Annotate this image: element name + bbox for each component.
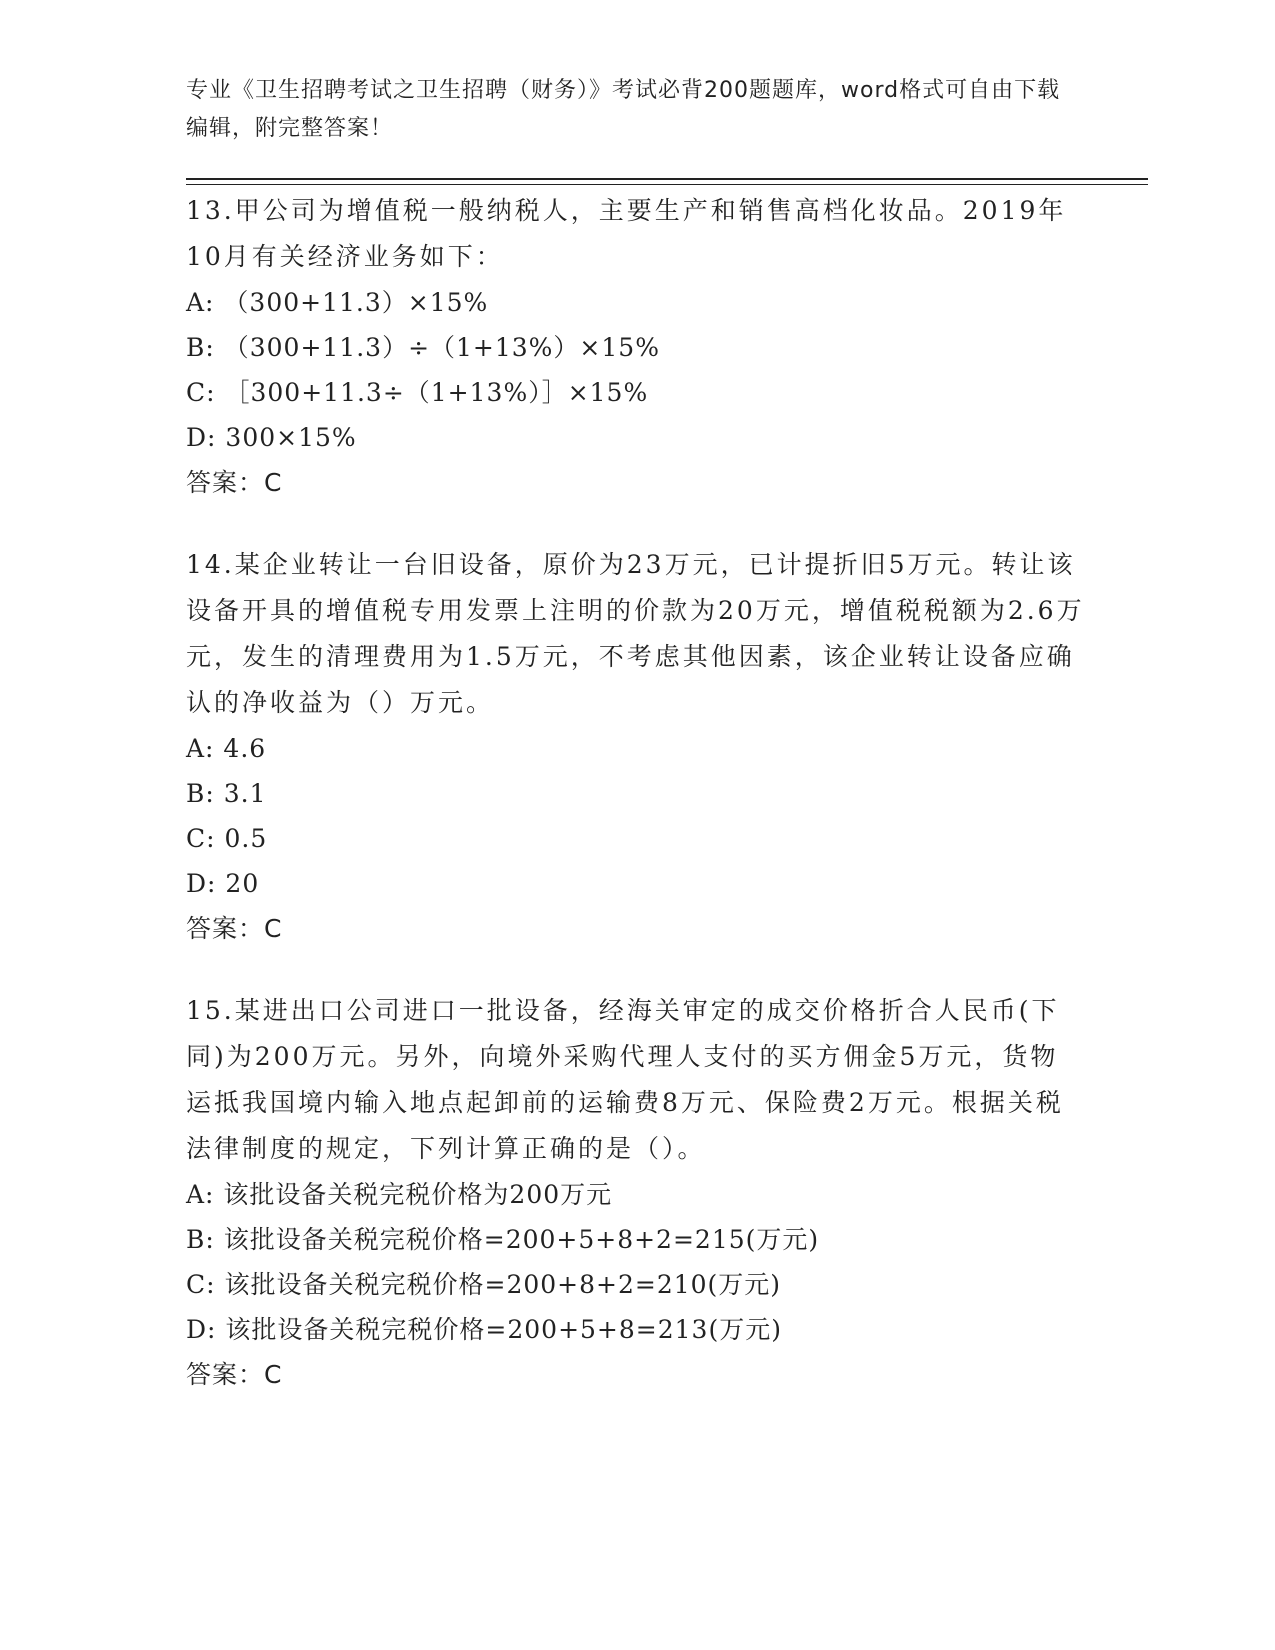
- question-stem: 13.甲公司为增值税一般纳税人，主要生产和销售高档化妆品。2019年10月有关经济业务如下：: [186, 196, 1067, 271]
- question-15: [186, 988, 1086, 1398]
- question-list: [186, 188, 1086, 1434]
- answer-line: 答案：C: [186, 1360, 283, 1389]
- option-b: B: （300+11.3）÷（1+13%）×15%: [186, 333, 660, 362]
- option-d: D: 300×15%: [186, 423, 357, 452]
- question-stem: 15.某进出口公司进口一批设备，经海关审定的成交价格折合人民币(下同)为200万元。另外，向境外采购代理人支付的买方佣金5万元，货物运抵我国境内输入地点起卸前的运输费8万元、保险费2万元。根据关税法律制度的规定，下列计算正确的是（）。: [186, 996, 1064, 1163]
- question-14: [186, 542, 1086, 952]
- option-d: D: 20: [186, 869, 260, 898]
- answer-line: 答案：C: [186, 468, 283, 497]
- option-c: C: 该批设备关税完税价格=200+8+2=210(万元): [186, 1270, 782, 1299]
- header-divider-thick: [186, 178, 1148, 180]
- option-a: A: （300+11.3）×15%: [186, 288, 489, 317]
- option-d: D: 该批设备关税完税价格=200+5+8=213(万元): [186, 1315, 782, 1344]
- question-13: [186, 188, 1086, 506]
- option-c: C: ［300+11.3÷（1+13%）］×15%: [186, 378, 649, 407]
- option-b: B: 该批设备关税完税价格=200+5+8+2=215(万元): [186, 1225, 820, 1254]
- option-b: B: 3.1: [186, 779, 267, 808]
- question-stem: 14.某企业转让一台旧设备，原价为23万元，已计提折旧5万元。转让该设备开具的增值税专用发票上注明的价款为20万元，增值税税额为2.6万元，发生的清理费用为1.5万元，不考虑其他因素，该企业转让设备应确认的净收益为（）万元。: [186, 550, 1085, 717]
- option-a: A: 4.6: [186, 734, 267, 763]
- answer-line: 答案：C: [186, 914, 283, 943]
- option-c: C: 0.5: [186, 824, 268, 853]
- document-header: 专业《卫生招聘考试之卫生招聘（财务）》考试必背200题题库，word格式可自由下载编辑，附完整答案！: [186, 78, 1061, 141]
- header-divider-thin: [186, 184, 1148, 185]
- option-a: A: 该批设备关税完税价格为200万元: [186, 1180, 613, 1209]
